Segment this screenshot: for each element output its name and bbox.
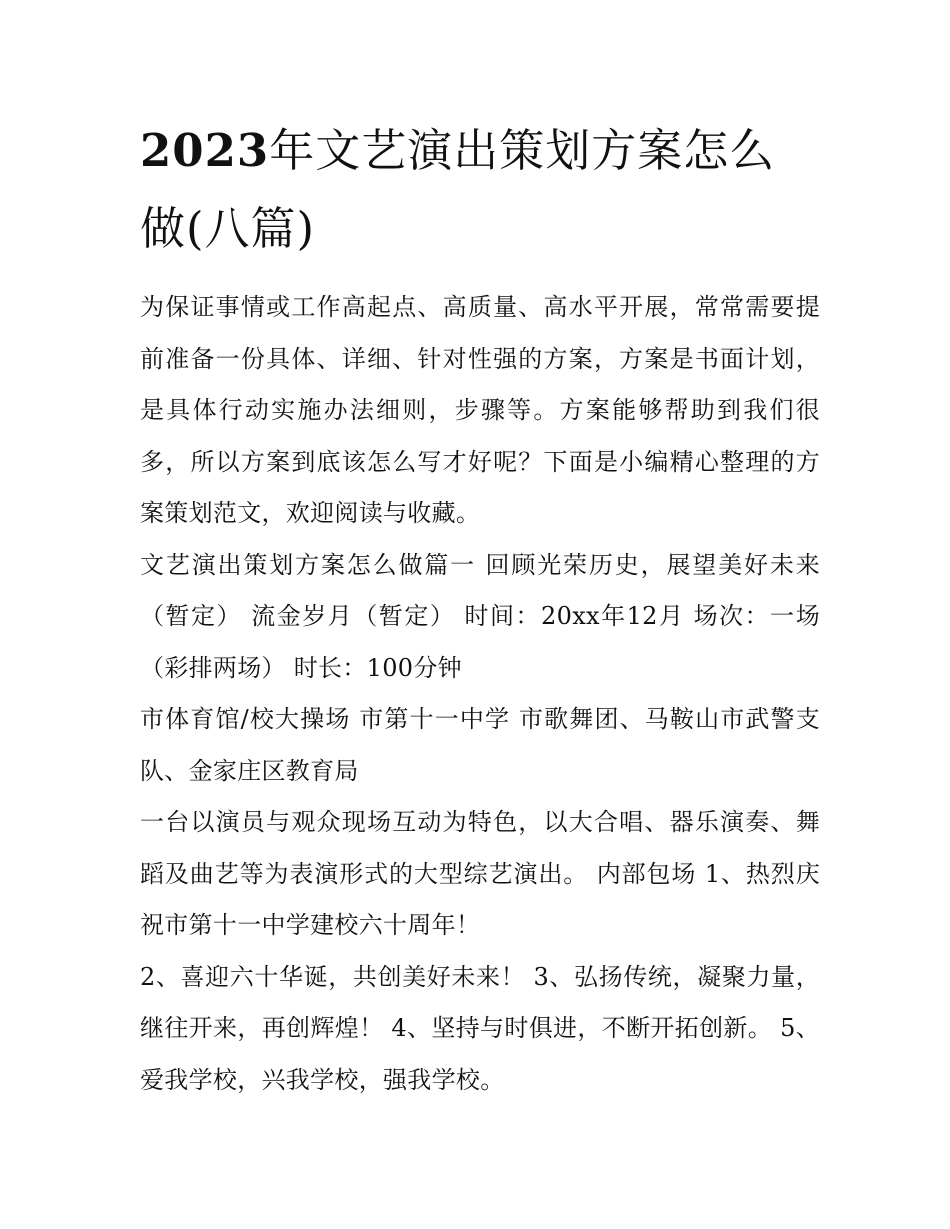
document-page	[140, 112, 820, 1106]
document-title: 2023年文艺演出策划方案怎么做(八篇)	[140, 124, 776, 255]
paragraph-format: 一台以演员与观众现场互动为特色，以大合唱、器乐演奏、舞蹈及曲艺等为表演形式的大型综艺演出。 内部包场 1、热烈庆祝市第十一中学建校六十周年！	[140, 808, 820, 939]
paragraph-intro: 为保证事情或工作高起点、高质量、高水平开展，常常需要提前准备一份具体、详细、针对性强的方案，方案是书面计划，是具体行动实施办法细则，步骤等。方案能够帮助到我们很多，所以方案到底该怎么写才好呢？下面是小编精心整理的方案策划范文，欢迎阅读与收藏。	[140, 293, 820, 527]
paragraph-venue: 市体育馆/校大操场 市第十一中学 市歌舞团、马鞍山市武警支队、金家庄区教育局	[140, 705, 820, 785]
paragraph-plan-one: 文艺演出策划方案怎么做篇一 回顾光荣历史，展望美好未来（暂定） 流金岁月（暂定） 时间：20xx年12月 场次：一场（彩排两场） 时长：100分钟	[140, 550, 820, 682]
title-year: 2023	[140, 124, 270, 177]
paragraph-slogans: 2、喜迎六十华诞，共创美好未来！ 3、弘扬传统，凝聚力量，继往开来，再创辉煌！ 4、坚持与时俱进，不断开拓创新。 5、爱我学校，兴我学校，强我学校。	[140, 962, 820, 1094]
